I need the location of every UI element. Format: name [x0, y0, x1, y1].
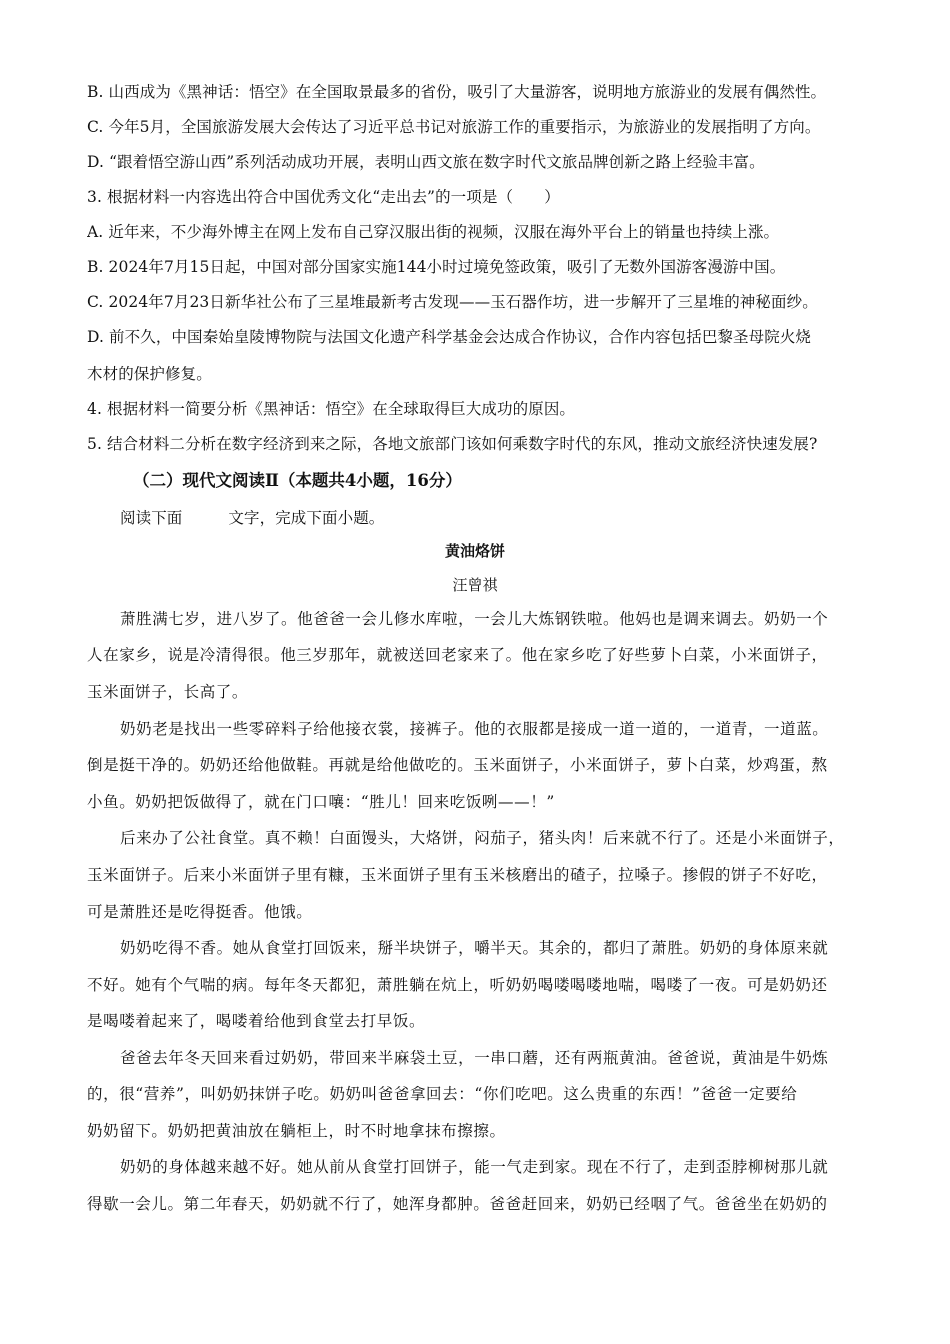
story-line: 萧胜满七岁，进八岁了。他爸爸一会儿修水库啦，一会儿大炼钢铁啦。他妈也是调来调去。奶奶一个: [120, 610, 829, 628]
story-line: 的，很“营养”，叫奶奶抹饼子吃。奶奶叫爸爸拿回去：“你们吃吧。这么贵重的东西！”爸爸一定要给: [87, 1085, 798, 1103]
story-line: 奶奶留下。奶奶把黄油放在躺柜上，时不时地拿抹布擦擦。: [87, 1122, 506, 1140]
section-heading: （二）现代文阅读Ⅱ（本题共4小题，16分）: [133, 471, 462, 490]
q3-option-d-continued: 木材的保护修复。: [87, 365, 212, 383]
story-line: 不好。她有个气喘的病。每年冬天都犯，萧胜躺在炕上，听奶奶喝喽喝喽地喘，喝喽了一夜。可是奶奶还: [87, 976, 828, 994]
q2-option-d: D. “跟着悟空游山西”系列活动成功开展，表明山西文旅在数字时代文旅品牌创新之路上经验丰富。: [87, 153, 765, 171]
story-line: 是喝喽着起来了，喝喽着给他到食堂去打早饭。: [87, 1012, 426, 1030]
q2-option-b: B. 山西成为《黑神话：悟空》在全国取景最多的省份，吸引了大量游客，说明地方旅游业的发展有偶然性。: [87, 83, 827, 101]
story-line: 奶奶老是找出一些零碎料子给他接衣裳，接裤子。他的衣服都是接成一道一道的，一道青，一道蓝。: [120, 720, 829, 738]
story-line: 可是萧胜还是吃得挺香。他饿。: [87, 903, 313, 921]
q3-option-a: A. 近年来，不少海外博主在网上发布自己穿汉服出街的视频，汉服在海外平台上的销量也持续上涨。: [87, 223, 780, 241]
story-line: 玉米面饼子，长高了。: [87, 683, 249, 701]
q3-option-b: B. 2024年7月15日起，中国对部分国家实施144小时过境免签政策，吸引了无数外国游客漫游中国。: [87, 258, 786, 276]
story-line: 小鱼。奶奶把饭做得了，就在门口嚷：“胜儿！回来吃饭咧——！”: [87, 793, 555, 811]
q4: 4. 根据材料一简要分析《黑神话：悟空》在全球取得巨大成功的原因。: [87, 400, 576, 418]
story-line: 奶奶的身体越来越不好。她从前从食堂打回饼子，能一气走到家。现在不行了，走到歪脖柳树那儿就: [120, 1158, 829, 1176]
story-author: 汪曾祺: [452, 576, 498, 594]
q5: 5. 结合材料二分析在数字经济到来之际，各地文旅部门该如何乘数字时代的东风，推动文旅经济快速发展?: [87, 435, 818, 453]
q3-stem: 3. 根据材料一内容选出符合中国优秀文化“走出去”的一项是（ ）: [87, 188, 560, 206]
story-line: 爸爸去年冬天回来看过奶奶，带回来半麻袋土豆，一串口蘑，还有两瓶黄油。爸爸说，黄油是牛奶炼: [120, 1049, 829, 1067]
instruction-part-a: 阅读下面: [120, 509, 183, 527]
reading-instruction: [120, 508, 865, 528]
q2-option-c: C. 今年5月，全国旅游发展大会传达了习近平总书记对旅游工作的重要指示，为旅游业的发展指明了方向。: [87, 118, 821, 136]
story-line: 后来办了公社食堂。真不赖！白面馒头，大烙饼，闷茄子，猪头肉！后来就不行了。还是小米面饼子，: [120, 829, 845, 847]
story-title: 黄油烙饼: [444, 542, 505, 560]
story-line: 玉米面饼子。后来小米面饼子里有糠，玉米面饼子里有玉米核磨出的碴子，拉嗓子。掺假的饼子不好吃，: [87, 866, 828, 884]
story-line: 倒是挺干净的。奶奶还给他做鞋。再就是给他做吃的。玉米面饼子，小米面饼子，萝卜白菜，炒鸡蛋，熬: [87, 756, 828, 774]
story-line: 奶奶吃得不香。她从食堂打回饭来，掰半块饼子，嚼半天。其余的，都归了萧胜。奶奶的身体原来就: [120, 939, 829, 957]
instruction-part-b: 文字，完成下面小题。: [228, 509, 385, 527]
q3-option-d: D. 前不久，中国秦始皇陵博物院与法国文化遗产科学基金会达成合作协议，合作内容包括巴黎圣母院火烧: [87, 328, 812, 346]
q3-option-c: C. 2024年7月23日新华社公布了三星堆最新考古发现——玉石器作坊，进一步解开了三星堆的神秘面纱。: [87, 293, 818, 311]
story-line: 人在家乡，说是冷清得很。他三岁那年，就被送回老家来了。他在家乡吃了好些萝卜白菜，小米面饼子，: [87, 646, 828, 664]
story-line: 得歇一会儿。第二年春天，奶奶就不行了，她浑身都肿。爸爸赶回来，奶奶已经咽了气。爸爸坐在奶奶的: [87, 1195, 828, 1213]
